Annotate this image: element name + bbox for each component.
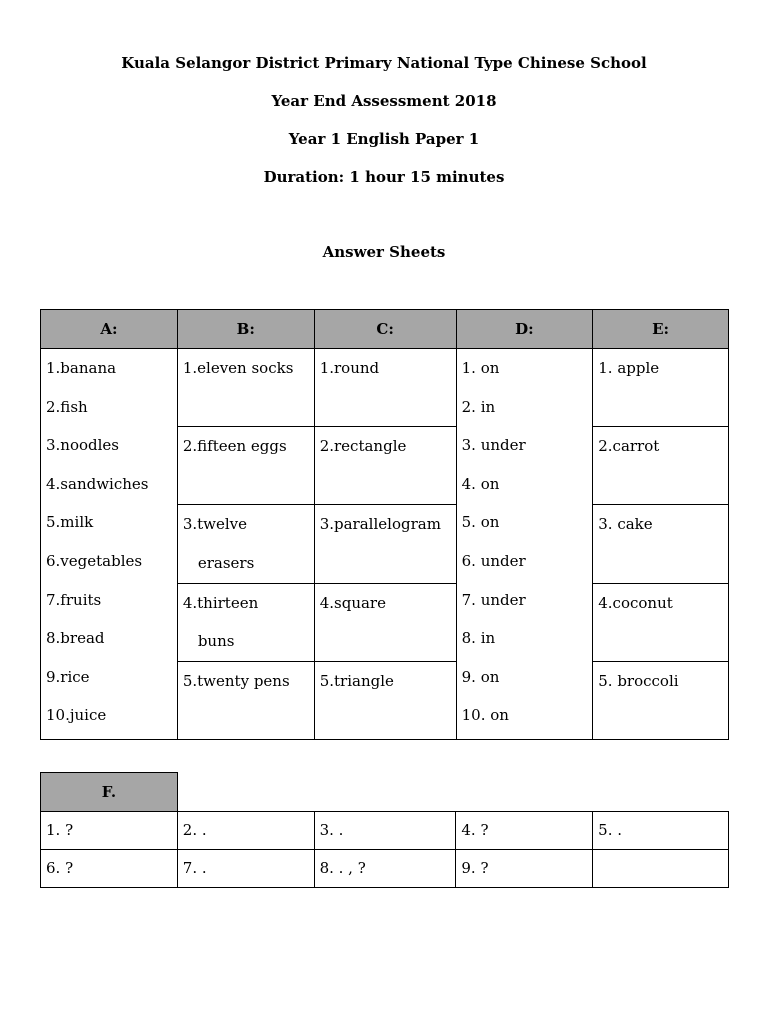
answer-e-3-cell — [593, 505, 729, 583]
answer-table-header-row — [41, 310, 729, 349]
answer-e-1-cell — [593, 349, 729, 427]
school-name: Kuala Selangor District Primary National Type Chinese School — [121, 54, 647, 72]
answer-e-2: 2.carrot — [598, 437, 660, 456]
answer-c-4-cell — [314, 583, 456, 661]
answer-d-7: 7. under — [461, 590, 526, 609]
answer-d-1: 1. on — [461, 359, 500, 377]
column-header-c: C: — [314, 310, 456, 349]
answer-a-10: 10.juice — [46, 706, 107, 725]
column-a-answers — [41, 349, 178, 740]
answer-f-1: 1. ? — [41, 812, 178, 850]
answer-a-2: 2.fish — [46, 397, 88, 416]
answer-c-3-cell — [314, 505, 456, 583]
answer-a-8: 8.bread — [46, 629, 105, 648]
answer-b-1: 1.eleven socks — [182, 359, 294, 377]
answer-sheets-title: Answer Sheets — [322, 243, 446, 261]
section-f-header-row — [41, 773, 729, 812]
table-row — [41, 850, 729, 888]
column-header-b: B: — [177, 310, 314, 349]
answer-d-3: 3. under — [461, 436, 526, 455]
answer-e-5: 5. broccoli — [598, 671, 679, 690]
table-row — [41, 349, 729, 427]
answer-d-6: 6. under — [461, 551, 526, 570]
answer-f-2: 2. . — [177, 812, 314, 850]
answer-b-5-cell — [177, 661, 314, 739]
answer-c-1: 1.round — [319, 359, 380, 377]
answer-c-2-cell — [314, 427, 456, 505]
answer-a-9: 9.rice — [46, 667, 90, 686]
answer-f-7: 7. . — [177, 850, 314, 888]
answer-b-5: 5.twenty pens — [182, 671, 290, 690]
answer-b-1-cell — [177, 349, 314, 427]
answer-a-3: 3.noodles — [46, 436, 120, 455]
answer-f-3: 3. . — [314, 812, 456, 850]
answer-c-5-cell — [314, 661, 456, 739]
answer-b-4: 4.thirteen — [182, 593, 259, 612]
section-f-header: F. — [41, 773, 178, 812]
answer-b-3-cont: erasers — [197, 553, 255, 572]
paper-title: Year 1 English Paper 1 — [288, 130, 480, 148]
answer-f-4: 4. ? — [456, 812, 593, 850]
assessment-title: Year End Assessment 2018 — [271, 92, 497, 110]
answer-c-2: 2.rectangle — [319, 437, 407, 456]
answer-d-5: 5. on — [461, 513, 500, 532]
column-header-d: D: — [456, 310, 593, 349]
answer-f-6: 6. ? — [41, 850, 178, 888]
answer-e-1: 1. apple — [598, 359, 660, 377]
answer-e-4-cell — [593, 583, 729, 661]
answer-b-4-cell — [177, 583, 314, 661]
answer-b-3: 3.twelve — [182, 515, 248, 534]
answer-f-5: 5. . — [593, 812, 729, 850]
duration-text: Duration: 1 hour 15 minutes — [263, 168, 505, 186]
answer-d-4: 4. on — [461, 474, 500, 493]
answer-a-4: 4.sandwiches — [46, 474, 149, 493]
answer-b-2-cell — [177, 427, 314, 505]
section-f-header-spacer — [177, 773, 728, 812]
answer-a-5: 5.milk — [46, 513, 94, 532]
table-row — [41, 812, 729, 850]
section-f-table — [40, 772, 729, 888]
column-header-e: E: — [593, 310, 729, 349]
answer-b-4-cont: buns — [197, 632, 235, 651]
answer-e-4: 4.coconut — [598, 593, 673, 612]
answer-e-2-cell — [593, 427, 729, 505]
column-header-a: A: — [41, 310, 178, 349]
answer-d-8: 8. in — [461, 629, 496, 648]
answer-c-1-cell — [314, 349, 456, 427]
answer-f-10 — [593, 850, 729, 888]
answer-b-2: 2.fifteen eggs — [182, 437, 287, 456]
answer-d-2: 2. in — [461, 397, 496, 416]
answer-c-3: 3.parallelogram — [319, 515, 441, 534]
answer-f-9: 9. ? — [456, 850, 593, 888]
column-d-answers — [456, 349, 593, 740]
answer-c-5: 5.triangle — [319, 671, 394, 690]
answer-e-3: 3. cake — [598, 515, 653, 534]
answer-table — [40, 309, 729, 740]
answer-b-3-cell — [177, 505, 314, 583]
answer-f-8: 8. . , ? — [314, 850, 456, 888]
answer-d-9: 9. on — [461, 667, 500, 686]
answer-a-6: 6.vegetables — [46, 551, 143, 570]
answer-c-4: 4.square — [319, 593, 386, 612]
answer-a-1: 1.banana — [46, 359, 117, 377]
answer-d-10: 10. on — [461, 706, 509, 725]
answer-a-7: 7.fruits — [46, 590, 102, 609]
answer-e-5-cell — [593, 661, 729, 739]
